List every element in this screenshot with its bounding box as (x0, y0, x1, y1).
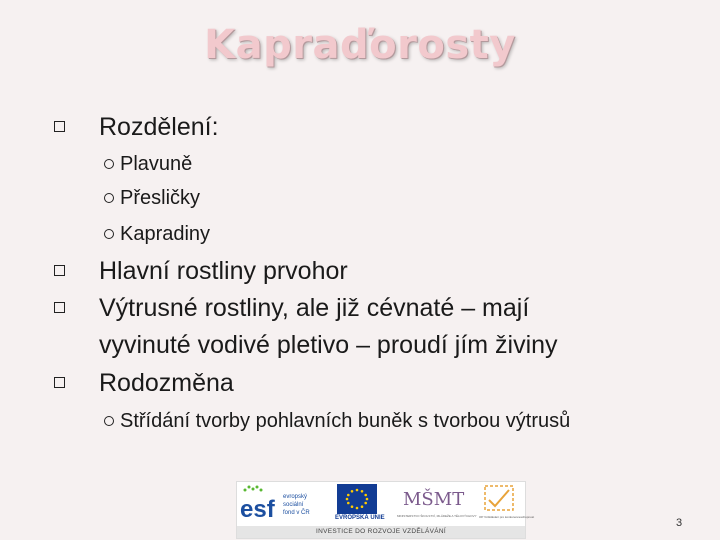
msmt-logo (397, 483, 477, 523)
circle-bullet-icon (104, 159, 114, 169)
eu-label: EVROPSKÁ UNIE (335, 515, 385, 521)
circle-bullet-icon (104, 193, 114, 203)
sub-bullet-text: Přesličky (120, 187, 201, 209)
circle-bullet-icon (104, 229, 114, 239)
circle-bullet-icon (104, 416, 114, 426)
sub-bullet-preslicky (104, 186, 200, 210)
svg-text:sociální: sociální (283, 502, 304, 508)
svg-text:MINISTERSTVO ŠKOLSTVÍ, MLÁDEŽE: MINISTERSTVO ŠKOLSTVÍ, MLÁDEŽE A TĚLOVÝCHOVY (397, 514, 477, 518)
bullet-text-continuation: vyvinuté vodivé pletivo – proudí jím živiny (99, 331, 558, 359)
square-bullet-icon (54, 377, 65, 388)
eu-flag-icon (337, 484, 377, 514)
bullet-text: Rodozměna (99, 369, 234, 397)
svg-text:OP Vzdělávání pro konkurencesc: OP Vzdělávání pro konkurenceschopnost (479, 515, 535, 519)
svg-text:fond v ČR: fond v ČR (283, 510, 310, 516)
svg-text:evropský: evropský (283, 494, 308, 500)
funding-logos (236, 481, 535, 539)
sub-bullet-text: Kapradiny (120, 223, 211, 245)
page-number: 3 (676, 517, 683, 529)
svg-text:MŠMT: MŠMT (403, 489, 465, 510)
esf-mark: esf (240, 496, 275, 523)
esf-logo (239, 484, 329, 524)
slide-title: Kapraďorosty (204, 22, 516, 68)
square-bullet-icon (54, 302, 65, 313)
bullet-text: Hlavní rostliny prvohor (99, 257, 348, 285)
bullet-text: Rozdělení: (99, 113, 219, 141)
bullet-text: Výtrusné rostliny, ale již cévnaté – mají (99, 294, 530, 322)
sub-bullet-plavune (104, 152, 192, 176)
sub-bullet-text: Plavuně (120, 153, 193, 175)
square-bullet-icon (54, 265, 65, 276)
square-bullet-icon (54, 121, 65, 132)
sub-bullet-text: Střídání tvorby pohlavních buněk s tvorbou výtrusů (120, 410, 571, 432)
op-vzdelavani-logo (477, 484, 535, 524)
sub-bullet-kapradiny (104, 222, 210, 246)
sub-bullet-stridani (104, 409, 570, 433)
logos-footer: INVESTICE DO ROZVOJE VZDĚLÁVÁNÍ (237, 526, 525, 538)
